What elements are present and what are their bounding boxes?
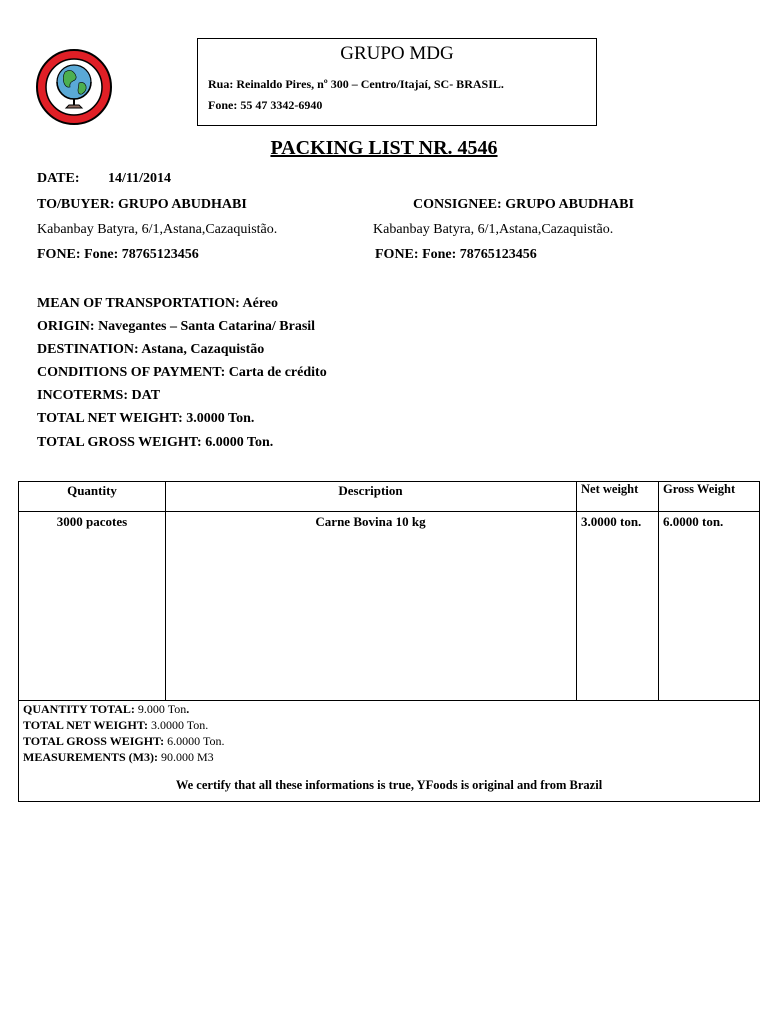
buyer-phone-label: FONE: <box>37 247 81 262</box>
detail-value: Aéreo <box>242 296 279 311</box>
certification-statement: We certify that all these informations is true, YFoods is original and from Brazil <box>175 778 603 792</box>
buyer-line <box>37 197 247 213</box>
consignee-name: GRUPO ABUDHABI <box>505 197 634 212</box>
detail-gross-weight <box>37 435 273 451</box>
header-divider <box>19 511 759 512</box>
buyer-name: GRUPO ABUDHABI <box>118 197 247 212</box>
buyer-address <box>37 222 277 238</box>
date-label: DATE: <box>37 171 80 186</box>
total-value: 9.000 Ton <box>137 702 187 716</box>
total-label: TOTAL GROSS WEIGHT: <box>23 734 165 748</box>
company-phone: Fone: 55 47 3342-6940 <box>208 98 323 112</box>
detail-label: ORIGIN: <box>37 319 95 334</box>
consignee-label: CONSIGNEE: <box>413 197 502 212</box>
total-label: QUANTITY TOTAL: <box>23 702 135 716</box>
detail-value: 3.0000 Ton. <box>186 411 255 426</box>
table-cell-description: Carne Bovina 10 kg <box>315 514 426 529</box>
detail-value: DAT <box>131 388 161 403</box>
buyer-address-text: Kabanbay Batyra, 6/1,Astana,Cazaquistão. <box>37 222 278 237</box>
column-header-gross-weight: Gross Weight <box>663 482 736 496</box>
globe-icon <box>35 42 113 132</box>
consignee-address-text: Kabanbay Batyra, 6/1,Astana,Cazaquistão. <box>373 222 614 237</box>
detail-value: Astana, Cazaquistão <box>141 342 265 357</box>
total-gross-weight <box>23 733 224 749</box>
total-suffix: . <box>186 702 190 716</box>
total-quantity <box>23 701 189 717</box>
column-header-net-weight: Net weight <box>581 482 639 496</box>
total-value: 6.0000 Ton. <box>167 734 225 748</box>
total-net-weight <box>23 717 208 733</box>
total-measurements <box>23 749 214 765</box>
detail-value: Carta de crédito <box>228 365 327 380</box>
total-label: TOTAL NET WEIGHT: <box>23 718 148 732</box>
total-label: MEASUREMENTS (M3): <box>23 750 158 764</box>
detail-label: MEAN OF TRANSPORTATION: <box>37 296 240 311</box>
document-title: PACKING LIST NR. 4546 <box>270 137 498 159</box>
total-value: 90.000 M3 <box>161 750 214 764</box>
detail-label: TOTAL GROSS WEIGHT: <box>37 435 202 450</box>
column-divider <box>658 482 659 700</box>
consignee-line <box>413 197 634 213</box>
detail-incoterms <box>37 388 160 404</box>
detail-label: INCOTERMS: <box>37 388 129 403</box>
packing-table <box>18 481 760 802</box>
column-header-description: Description <box>338 483 403 498</box>
detail-label: DESTINATION: <box>37 342 139 357</box>
total-value: 3.0000 Ton. <box>150 718 209 732</box>
table-cell-net-weight: 3.0000 ton. <box>581 514 642 529</box>
company-logo <box>35 42 113 132</box>
column-divider <box>576 482 577 700</box>
buyer-label: TO/BUYER: <box>37 197 115 212</box>
consignee-phone-label: FONE: <box>375 247 419 262</box>
detail-value: 6.0000 Ton. <box>205 435 274 450</box>
detail-value: Navegantes – Santa Catarina/ Brasil <box>98 319 316 334</box>
detail-payment <box>37 365 327 381</box>
detail-net-weight <box>37 411 254 427</box>
table-cell-quantity: 3000 pacotes <box>56 514 128 529</box>
company-info-box <box>197 38 597 126</box>
consignee-phone <box>375 247 537 263</box>
buyer-phone-value: Fone: 78765123456 <box>84 247 199 262</box>
date-value: 14/11/2014 <box>108 171 172 186</box>
detail-transportation <box>37 296 278 312</box>
detail-label: CONDITIONS OF PAYMENT: <box>37 365 226 380</box>
company-address: Rua: Reinaldo Pires, nº 300 – Centro/Itajaí, SC- BRASIL. <box>208 77 504 91</box>
buyer-phone <box>37 247 199 263</box>
detail-destination <box>37 342 264 358</box>
company-name: GRUPO MDG <box>340 43 454 64</box>
detail-label: TOTAL NET WEIGHT: <box>37 411 183 426</box>
consignee-phone-value: Fone: 78765123456 <box>422 247 537 262</box>
table-cell-gross-weight: 6.0000 ton. <box>663 514 724 529</box>
column-header-quantity: Quantity <box>67 483 117 498</box>
consignee-address <box>373 222 613 238</box>
detail-origin <box>37 319 315 335</box>
